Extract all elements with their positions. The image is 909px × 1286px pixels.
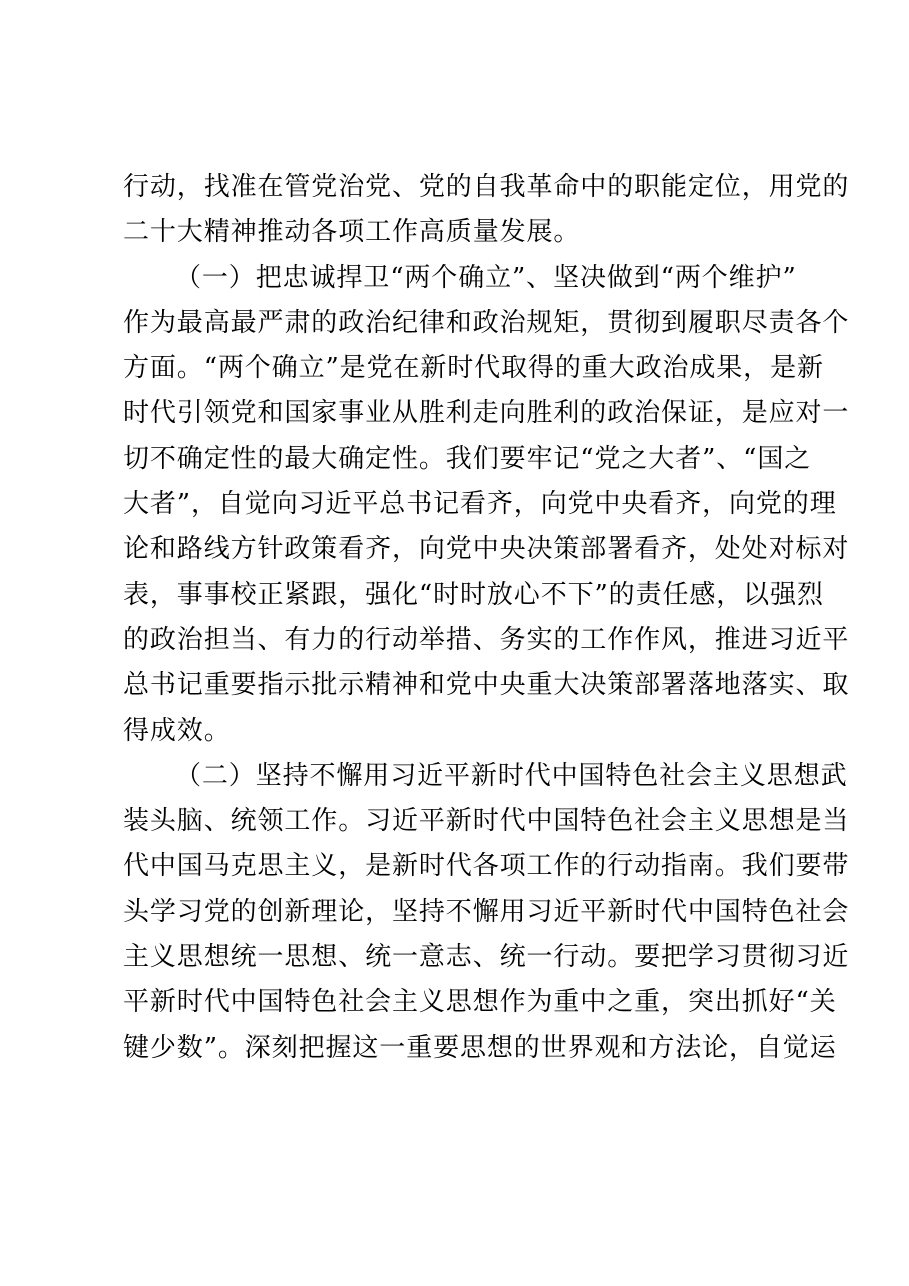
body-text <box>123 165 850 1071</box>
text-line: 大者”，自觉向习近平总书记看齐，向党中央看齐，向党的理 <box>123 489 837 520</box>
section-heading-line: （二）坚持不懈用习近平新时代中国特色社会主义思想武 <box>175 760 848 791</box>
section-heading-line: （一）把忠诚捍卫“两个确立”、坚决做到“两个维护” <box>175 262 797 293</box>
text-line: 的政治担当、有力的行动举措、务实的工作作风，推进习近平 <box>123 624 850 655</box>
text-line: 装头脑、统领工作。习近平新时代中国特色社会主义思想是当 <box>123 806 850 837</box>
text-line: 得成效。 <box>123 715 231 746</box>
text-line: 方面。“两个确立”是党在新时代取得的重大政治成果，是新 <box>123 353 824 384</box>
text-line: 切不确定性的最大确定性。我们要牢记“党之大者”、“国之 <box>123 443 812 474</box>
text-line: 总书记重要指示批示精神和党中央重大决策部署落地落实、取 <box>123 670 850 701</box>
text-line: 作为最高最严肃的政治纪律和政治规矩，贯彻到履职尽责各个 <box>123 307 850 338</box>
text-line: 行动，找准在管党治党、党的自我革命中的职能定位，用党的 <box>123 172 850 202</box>
text-line: 键少数”。深刻把握这一重要思想的世界观和方法论，自觉运 <box>123 1032 837 1063</box>
text-line: 平新时代中国特色社会主义思想作为重中之重，突出抓好“关 <box>123 987 837 1018</box>
text-line: 时代引领党和国家事业从胜利走向胜利的政治保证，是应对一 <box>123 398 850 429</box>
text-line: 代中国马克思主义，是新时代各项工作的行动指南。我们要带 <box>123 851 850 882</box>
text-line: 主义思想统一思想、统一意志、统一行动。要把学习贯彻习近 <box>123 942 850 973</box>
text-line: 二十大精神推动各项工作高质量发展。 <box>123 217 581 248</box>
text-line: 表，事事校正紧跟，强化“时时放心不下”的责任感，以强烈 <box>123 579 824 610</box>
text-line: 头学习党的创新理论，坚持不懈用习近平新时代中国特色社会 <box>123 896 850 927</box>
text-line: 论和路线方针政策看齐，向党中央决策部署看齐，处处对标对 <box>123 534 850 565</box>
